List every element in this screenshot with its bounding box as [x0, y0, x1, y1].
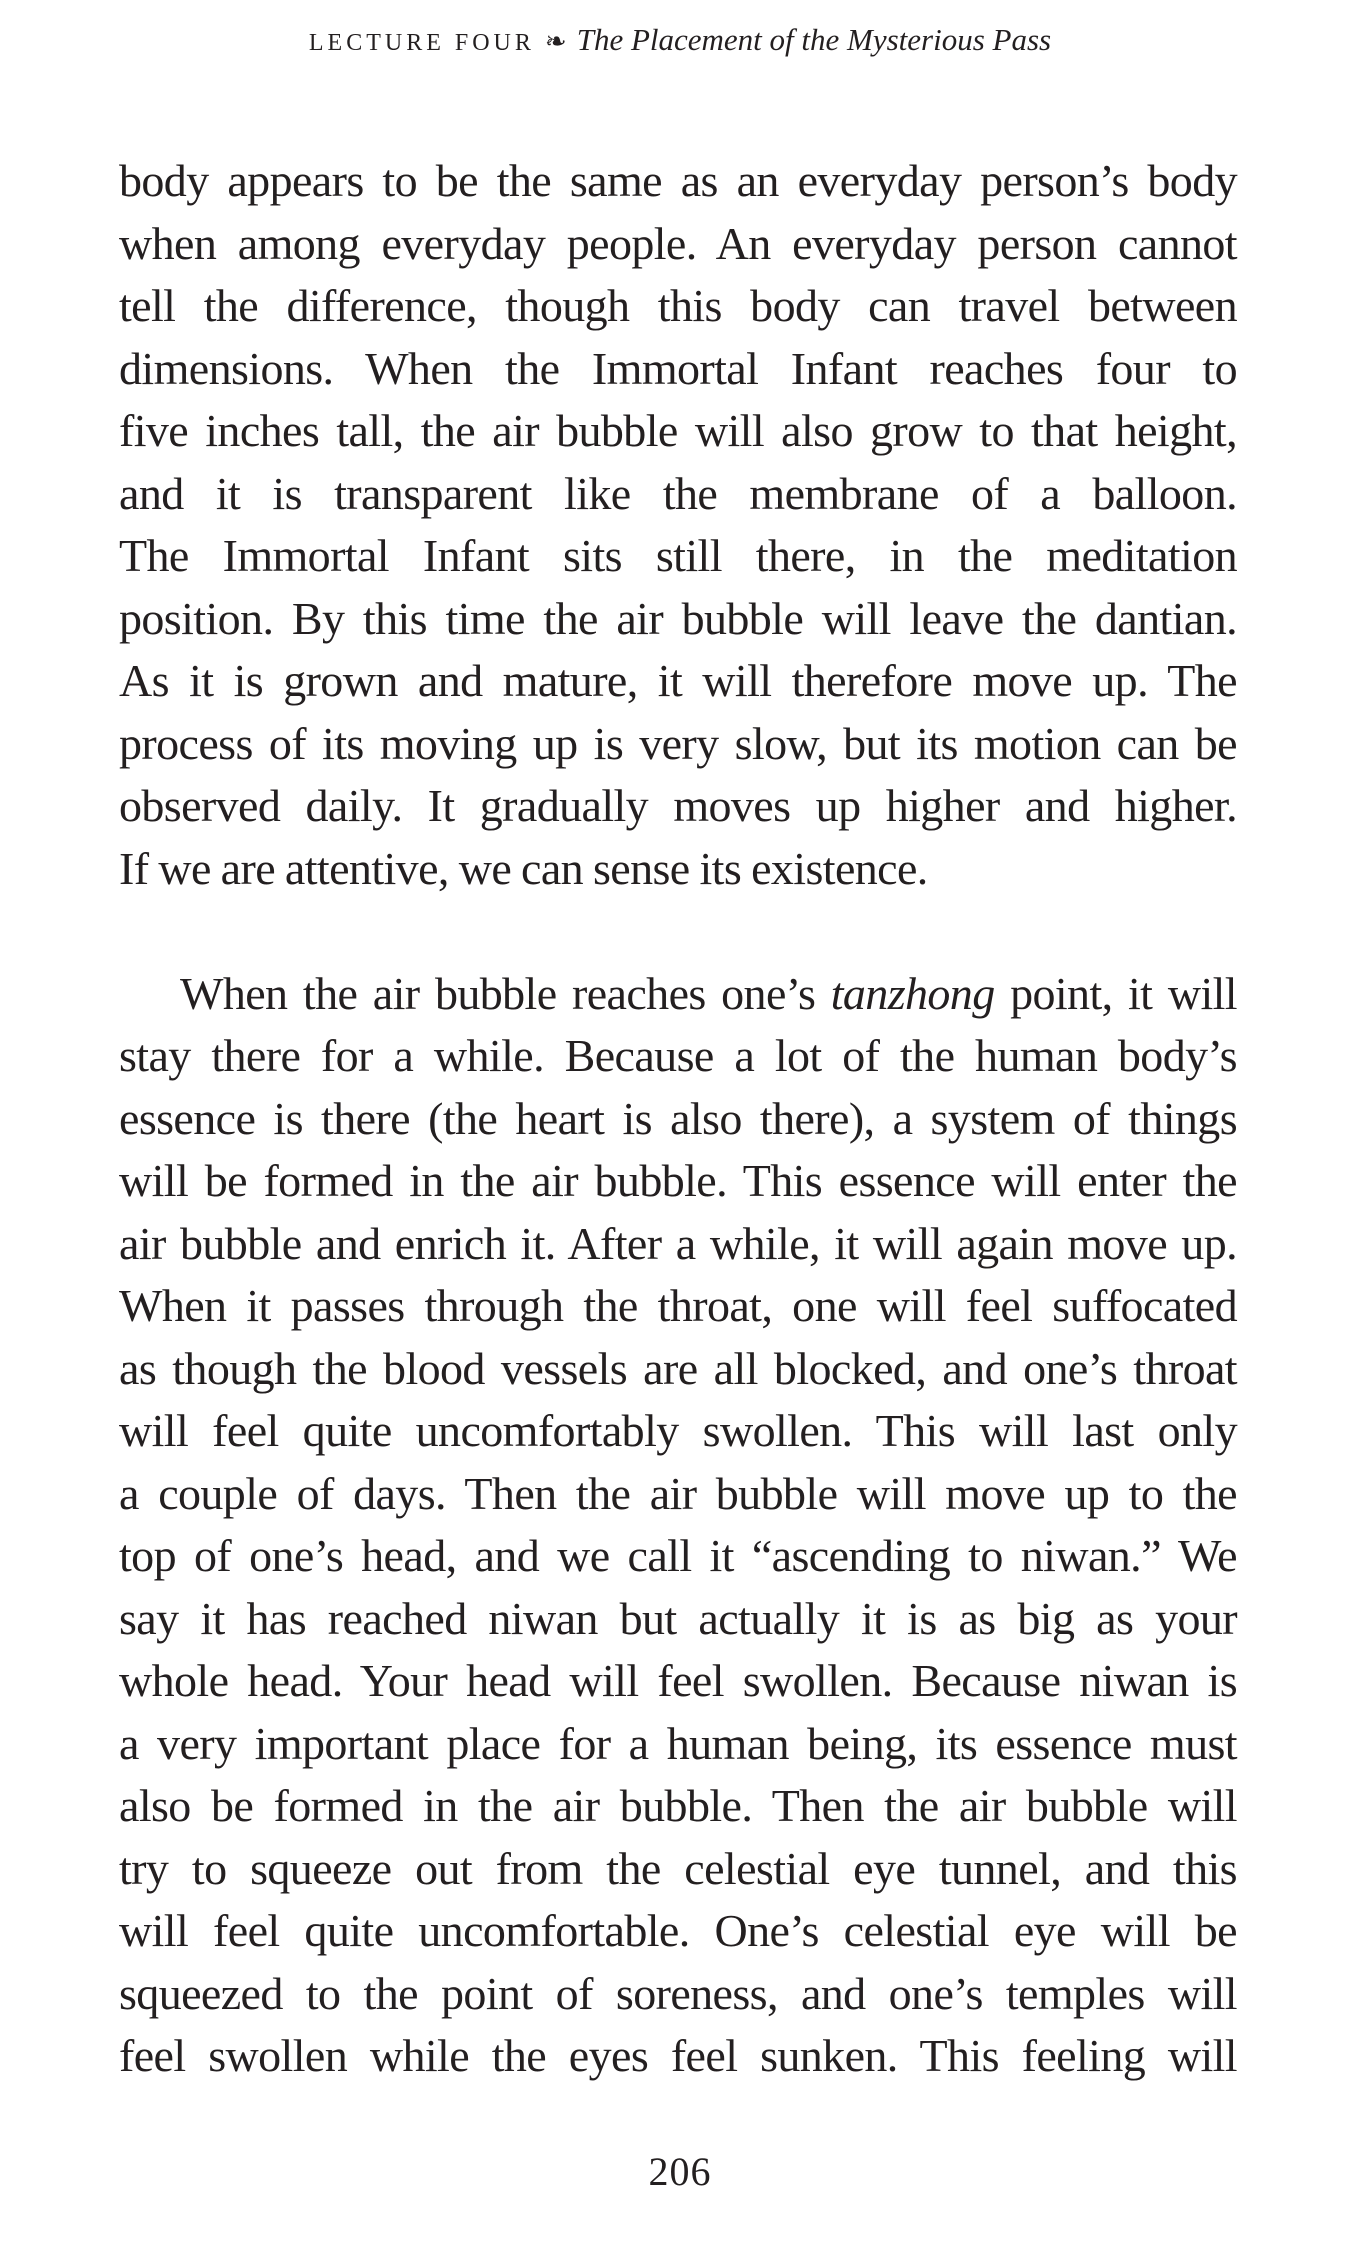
text-line: stay there for a while. Because a lot of the human body’s [119, 1030, 1237, 1081]
paragraph-1 [119, 150, 1237, 900]
page-number: 206 [648, 2149, 712, 2194]
text-line: a couple of days. Then the air bubble will move up to the [119, 1467, 1237, 1519]
text-line: essence is there (the heart is also there), a system of things [119, 1092, 1237, 1144]
chapter-label: LECTURE FOUR [308, 30, 535, 56]
text-line: as though the blood vessels are all blocked, and one’s throat [119, 1342, 1237, 1394]
text-line: whole head. Your head will feel swollen. Because niwan is [119, 1655, 1237, 1706]
text-line: feel swollen while the eyes feel sunken. This feeling will [119, 2030, 1237, 2081]
text-line: When it passes through the throat, one will feel suffocated [119, 1280, 1237, 1331]
text-line: squeezed to the point of soreness, and one’s temples will [119, 1967, 1237, 2019]
text-line: tell the difference, though this body can travel between [119, 280, 1237, 331]
floral-heart-icon: ❧ [544, 27, 567, 56]
text-line: dimensions. When the Immortal Infant reaches four to [119, 342, 1237, 394]
text-line: try to squeeze out from the celestial eye tunnel, and this [119, 1842, 1237, 1894]
text-line: As it is grown and mature, it will therefore move up. The [119, 655, 1237, 706]
running-head [0, 22, 1360, 61]
text-line: The Immortal Infant sits still there, in the meditation [119, 530, 1237, 581]
paragraph-2 [119, 963, 1237, 2088]
text-line: say it has reached niwan but actually it is as big as your [119, 1592, 1237, 1644]
text-line: observed daily. It gradually moves up higher and higher. [119, 780, 1237, 831]
text-line: will be formed in the air bubble. This essence will enter the [119, 1155, 1237, 1206]
text-line-first [119, 963, 1237, 1026]
chapter-title: The Placement of the Mysterious Pass [576, 22, 1052, 57]
text-line: also be formed in the air bubble. Then the air bubble will [119, 1780, 1237, 1831]
text-run: When the air bubble reaches one’s [180, 967, 831, 1019]
body-text [119, 150, 1237, 2088]
text-line: body appears to be the same as an everyday person’s body [119, 155, 1237, 206]
text-line: when among everyday people. An everyday person cannot [119, 217, 1237, 269]
text-line: top of one’s head, and we call it “ascending to niwan.” We [119, 1530, 1237, 1581]
text-line: five inches tall, the air bubble will also grow to that height, [119, 405, 1237, 456]
text-line: will feel quite uncomfortable. One’s celestial eye will be [119, 1905, 1237, 1956]
italic-term: tanzhong [830, 967, 995, 1019]
paragraph-gap [119, 900, 1237, 963]
text-line: process of its moving up is very slow, but its motion can be [119, 717, 1237, 769]
text-line: If we are attentive, we can sense its existence. [119, 842, 928, 894]
text-run: point, it will [994, 967, 1237, 1019]
text-line: will feel quite uncomfortably swollen. This will last only [119, 1405, 1237, 1456]
text-line: position. By this time the air bubble will leave the dantian. [119, 592, 1237, 644]
text-line: a very important place for a human being, its essence must [119, 1717, 1237, 1769]
text-line: air bubble and enrich it. After a while, it will again move up. [119, 1217, 1237, 1269]
text-line: and it is transparent like the membrane of a balloon. [119, 467, 1237, 519]
